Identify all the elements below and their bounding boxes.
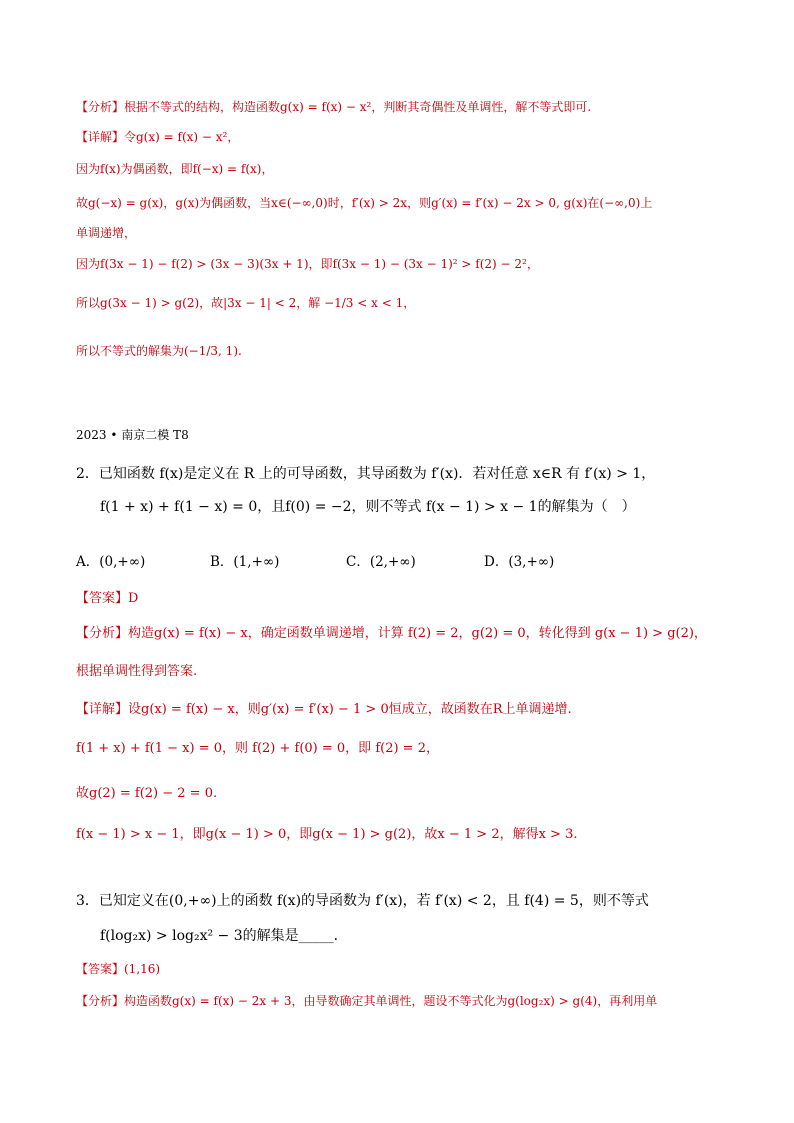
choice-b: B．(1,+∞) <box>210 554 280 570</box>
detail-line-6: 所以g(3x − 1) > g(2)，故|3x − 1| < 2，解 −1/3 < x < 1， <box>76 296 416 310</box>
detail-line-2: 因为f(x)为偶函数，即f(−x) = f(x)， <box>76 162 274 176</box>
answer-3: 【答案】(1,16) <box>76 962 161 976</box>
choice-d: D．(3,+∞) <box>484 554 555 570</box>
question-2-stem-2: f(1 + x) + f(1 − x) = 0，且f(0) = −2，则不等式 f(x − 1) > x − 1的解集为（ ） <box>100 499 636 515</box>
detail-line-7: 所以不等式的解集为(−1/3, 1). <box>76 344 242 358</box>
question-3-stem-1: 3．已知定义在(0,+∞)上的函数 f(x)的导函数为 f′(x)，若 f′(x) < 2，且 f(4) = 5，则不等式 <box>76 893 649 909</box>
detail-2-line-1: 【详解】设g(x) = f(x) − x，则g′(x) = f′(x) − 1 > 0恒成立，故函数在R上单调递增. <box>76 702 572 717</box>
detail-line-5: 因为f(3x − 1) − f(2) > (3x − 3)(3x + 1)，即f(3x − 1) − (3x − 1)² > f(2) − 2²， <box>76 257 539 271</box>
analysis-line-1: 【分析】根据不等式的结构，构造函数g(x) = f(x) − x²，判断其奇偶性及单调性，解不等式即可. <box>76 100 592 114</box>
choice-c: C．(2,+∞) <box>346 554 416 570</box>
analysis-2-line-2: 根据单调性得到答案. <box>76 664 198 679</box>
detail-line-3: 故g(−x) = g(x)，g(x)为偶函数，当x∈(−∞,0)时，f′(x) > 2x，则g′(x) = f′(x) − 2x > 0, g(x)在(−∞,0)上 <box>76 196 653 210</box>
detail-line-4: 单调递增， <box>76 226 137 240</box>
analysis-3-line-1: 【分析】构造函数g(x) = f(x) − 2x + 3，由导数确定其单调性，题设不等式化为g(log₂x) > g(4)，再利用单 <box>76 994 658 1008</box>
question-3-stem-2: f(log₂x) > log₂x² − 3的解集是_____． <box>100 928 348 944</box>
choice-a: A．(0,+∞) <box>76 554 146 570</box>
source-label: 2023 • 南京二模 T8 <box>76 428 189 442</box>
detail-line-1: 【详解】令g(x) = f(x) − x²， <box>76 130 240 144</box>
detail-2-line-2: f(1 + x) + f(1 − x) = 0，则 f(2) + f(0) = 0，即 f(2) = 2， <box>76 741 439 756</box>
detail-2-line-3: 故g(2) = f(2) − 2 = 0. <box>76 786 218 801</box>
question-2-stem-1: 2．已知函数 f(x)是定义在 R 上的可导函数，其导函数为 f′(x)．若对任意 x∈R 有 f′(x) > 1， <box>76 466 656 482</box>
detail-2-line-4: f(x − 1) > x − 1，即g(x − 1) > 0，即g(x − 1) > g(2)，故x − 1 > 2，解得x > 3. <box>76 827 578 842</box>
answer-2: 【答案】D <box>76 591 139 606</box>
analysis-2-line-1: 【分析】构造g(x) = f(x) − x，确定函数单调递增，计算 f(2) = 2，g(2) = 0，转化得到 g(x − 1) > g(2)， <box>76 626 707 641</box>
